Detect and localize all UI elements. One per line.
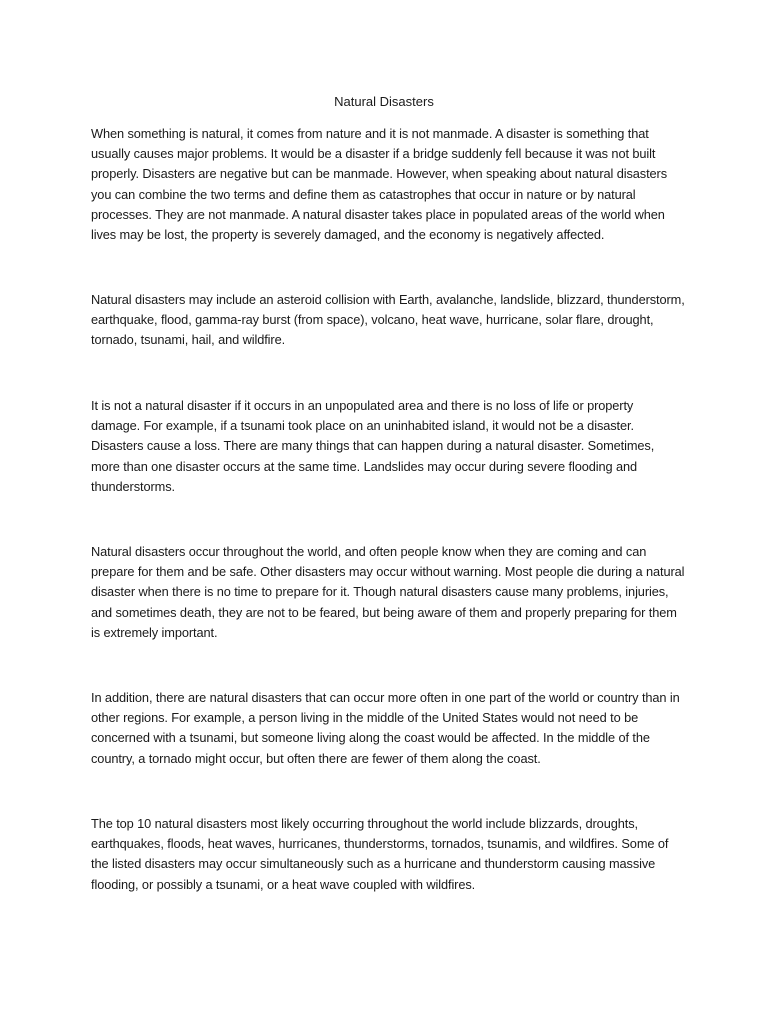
- paragraph-1: When something is natural, it comes from nature and it is not manmade. A disaster is something that usually causes major problems. It would be a disaster if a bridge suddenly fell because it was not built properly. Disasters are negative but can be manmade. However, when speaking about natural disasters you can combine the two terms and define them as catastrophes that occur in nature or by natural processes. They are not manmade. A natural disaster takes place in populated areas of the world when lives may be lost, the property is severely damaged, and the economy is negatively affected.: [91, 126, 668, 243]
- paragraph-5: In addition, there are natural disasters that can occur more often in one part of the world or country than in other regions. For example, a person living in the middle of the United States would not need to be concerned with a tsunami, but someone living along the coast would be affected. In the middle of the country, a tornado might occur, but often there are fewer of them along the coast.: [91, 690, 680, 766]
- paragraph-6: The top 10 natural disasters most likely occurring throughout the world include blizzards, droughts, earthquakes, floods, heat waves, hurricanes, thunderstorms, tornados, tsunamis, and wildfires. Some of the listed disasters may occur simultaneously such as a hurricane and thunderstorm causing massive flooding, or possibly a tsunami, or a heat wave coupled with wildfires.: [91, 816, 669, 892]
- document-title: Natural Disasters: [334, 94, 434, 109]
- paragraph-3: It is not a natural disaster if it occurs in an unpopulated area and there is no loss of life or property damage. For example, if a tsunami took place on an uninhabited island, it would not be a disaster. Disasters cause a loss. There are many things that can happen during a natural disaster. Sometimes, more than one disaster occurs at the same time. Landslides may occur during severe flooding and thunderstorms.: [91, 398, 655, 494]
- paragraph-4: Natural disasters occur throughout the world, and often people know when they are coming and can prepare for them and be safe. Other disasters may occur without warning. Most people die during a natural disaster when there is no time to prepare for it. Though natural disasters cause many problems, injuries, and sometimes death, they are not to be feared, but being aware of them and properly preparing for them is extremely important.: [91, 544, 685, 640]
- paragraph-2: Natural disasters may include an asteroid collision with Earth, avalanche, landslide, blizzard, thunderstorm, earthquake, flood, gamma-ray burst (from space), volcano, heat wave, hurricane, solar flare, drought, tornado, tsunami, hail, and wildfire.: [91, 292, 685, 348]
